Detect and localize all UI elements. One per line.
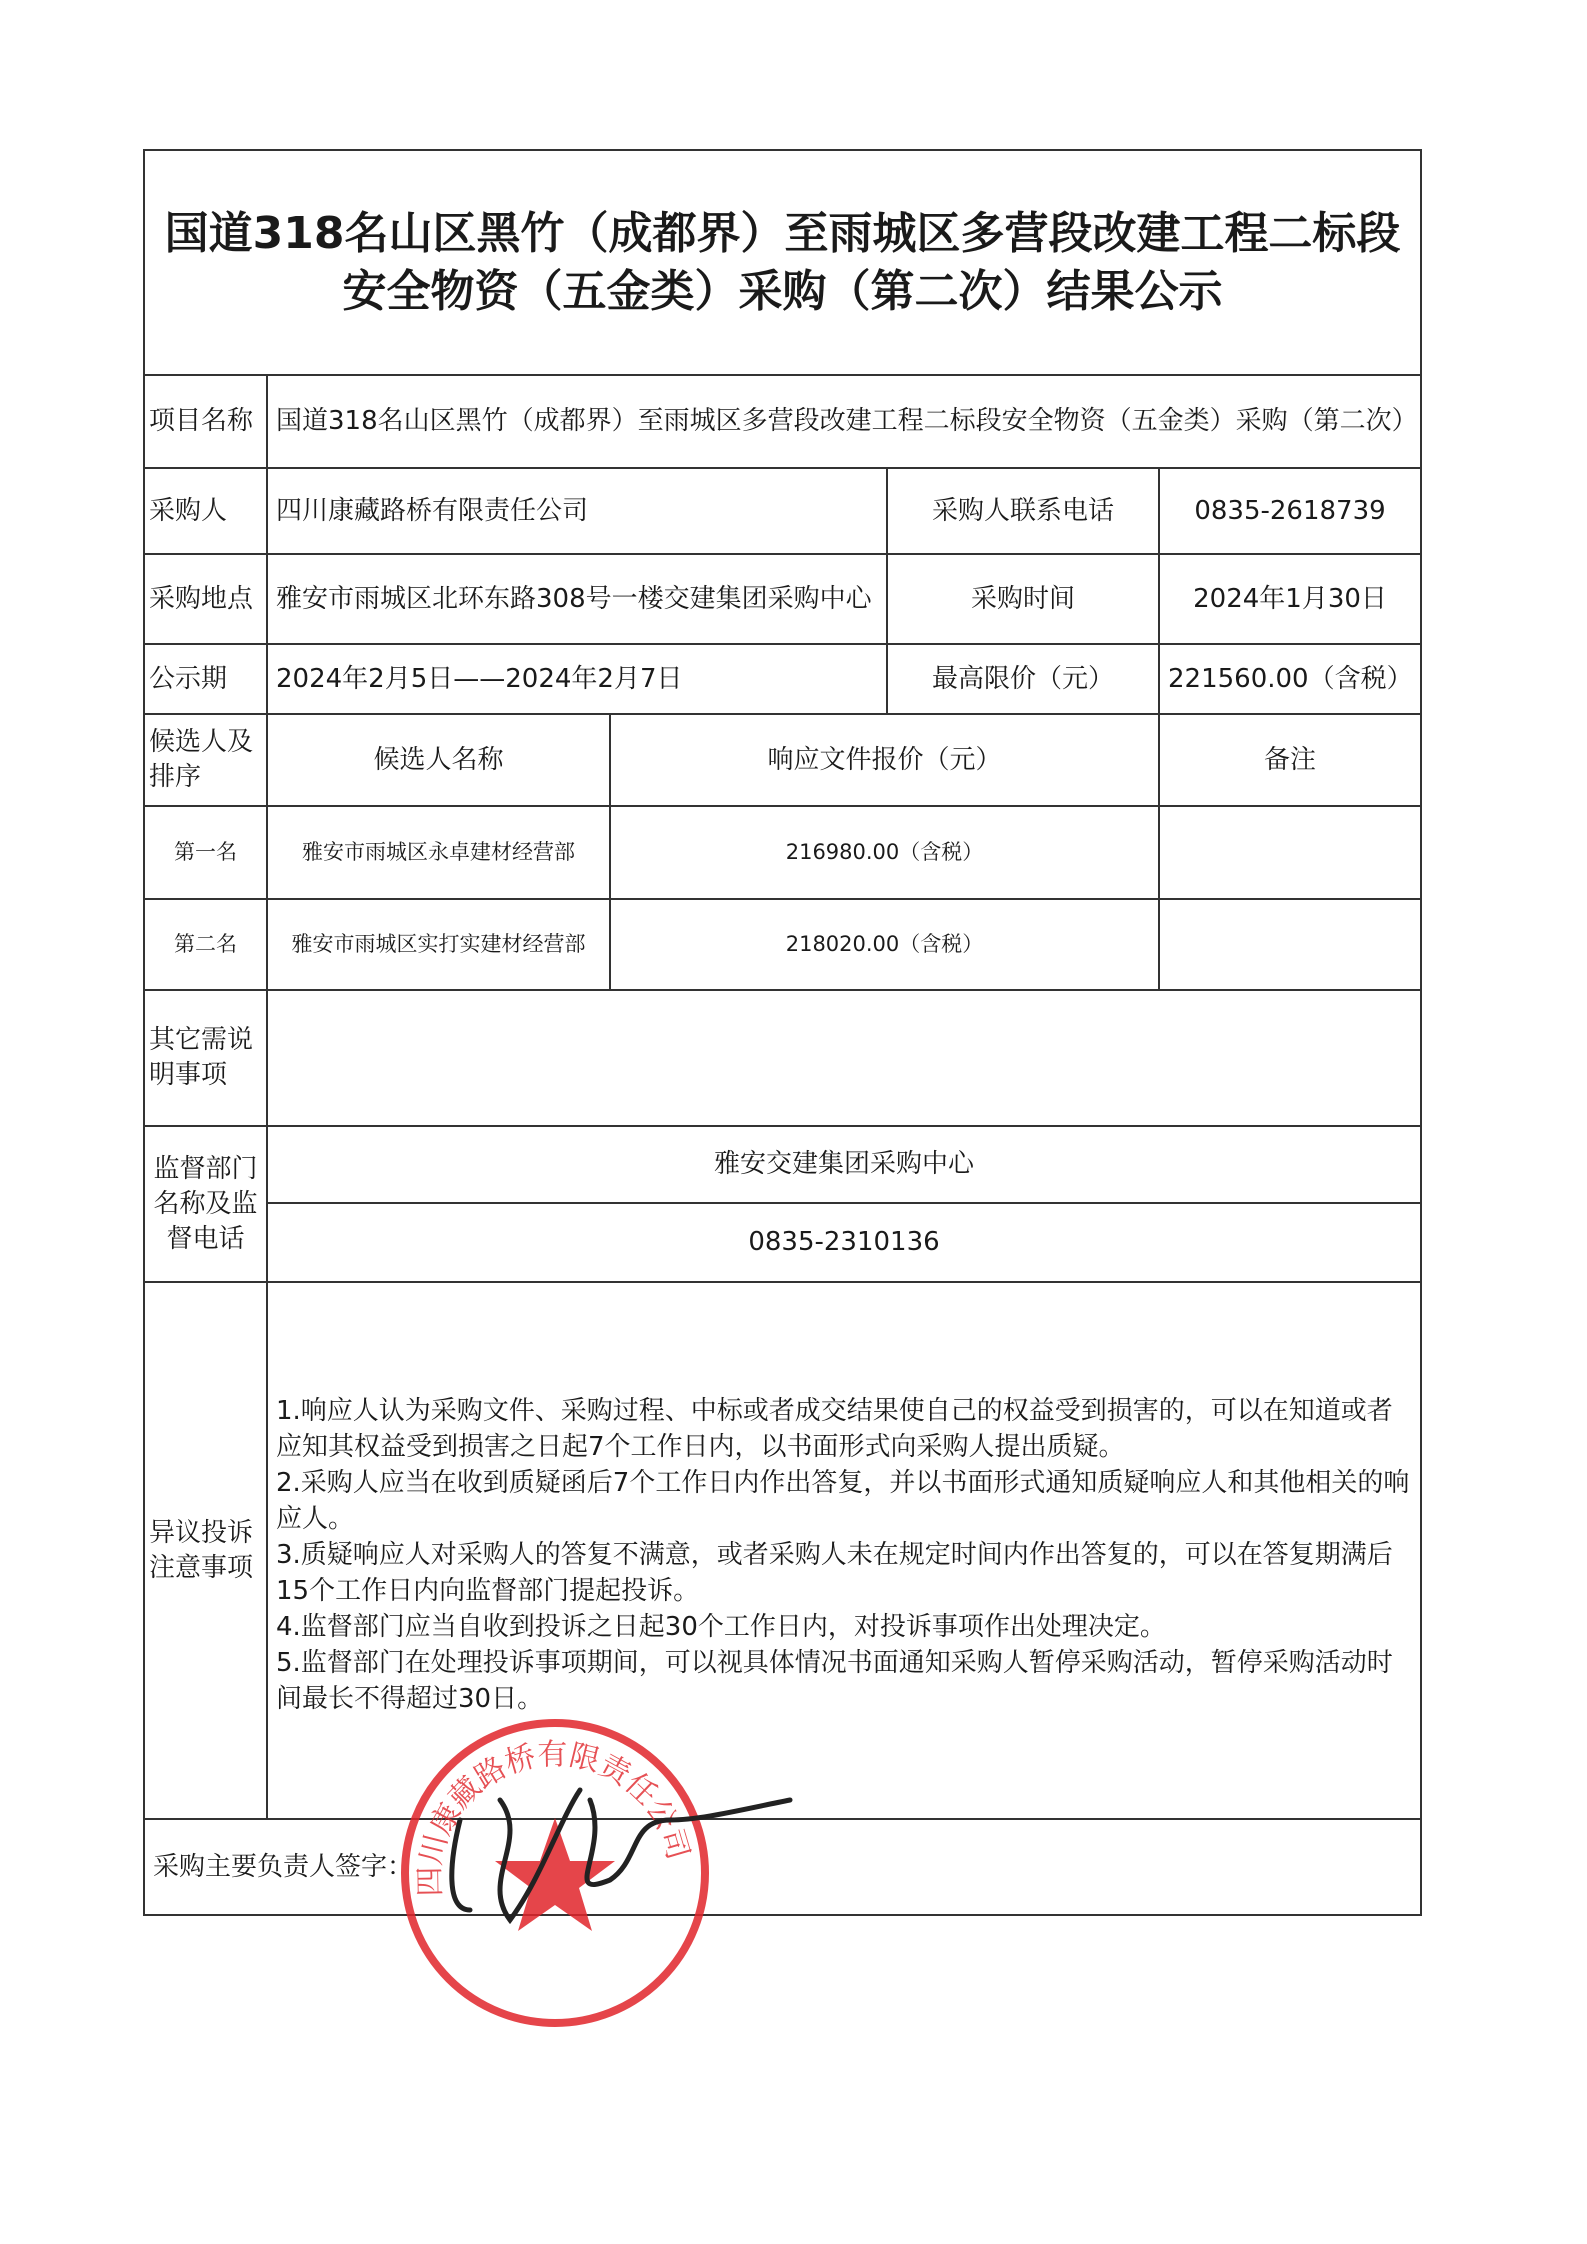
candidate-row (144, 806, 1421, 899)
candidate-row (144, 899, 1421, 990)
purchaser-phone: 0835-2618739 (1159, 468, 1421, 554)
time-value: 2024年1月30日 (1159, 554, 1421, 644)
notice-period-value: 2024年2月5日——2024年2月7日 (267, 644, 887, 714)
page-title: 国道318名山区黑竹（成都界）至雨城区多营段改建工程二标段安全物资（五金类）采购（第二次）结果公示 (144, 150, 1421, 375)
supervision-name: 雅安交建集团采购中心 (267, 1126, 1421, 1203)
candidate-name: 雅安市雨城区实打实建材经营部 (267, 899, 610, 990)
candidate-remark (1159, 806, 1421, 899)
time-label: 采购时间 (887, 554, 1159, 644)
objection-item: 3.质疑响应人对采购人的答复不满意，或者采购人未在规定时间内作出答复的，可以在答复期满后15个工作日内向监督部门提起投诉。 (276, 1540, 1393, 1606)
other-label: 其它需说明事项 (144, 990, 267, 1126)
header-candidate-name: 候选人名称 (267, 714, 610, 806)
header-remark: 备注 (1159, 714, 1421, 806)
objection-item: 4.监督部门应当自收到投诉之日起30个工作日内，对投诉事项作出处理决定。 (276, 1612, 1166, 1642)
candidates-label: 候选人及排序 (144, 714, 267, 806)
objection-item: 2.采购人应当在收到质疑函后7个工作日内作出答复，并以书面形式通知质疑响应人和其他相关的响应人。 (276, 1468, 1410, 1534)
supervision-phone: 0835-2310136 (267, 1203, 1421, 1282)
location-label: 采购地点 (144, 554, 267, 644)
location-value: 雅安市雨城区北环东路308号一楼交建集团采购中心 (267, 554, 887, 644)
notice-period-label: 公示期 (144, 644, 267, 714)
purchaser-value: 四川康藏路桥有限责任公司 (267, 468, 887, 554)
signature-label: 采购主要负责人签字： (144, 1819, 1421, 1915)
other-value (267, 990, 1421, 1126)
candidate-remark (1159, 899, 1421, 990)
max-price-value: 221560.00（含税） (1159, 644, 1421, 714)
candidate-rank: 第二名 (144, 899, 267, 990)
purchaser-label: 采购人 (144, 468, 267, 554)
purchaser-phone-label: 采购人联系电话 (887, 468, 1159, 554)
project-label: 项目名称 (144, 375, 267, 468)
objection-item: 5.监督部门在处理投诉事项期间，可以视具体情况书面通知采购人暂停采购活动，暂停采购活动时间最长不得超过30日。 (276, 1648, 1393, 1714)
supervision-label: 监督部门名称及监督电话 (144, 1126, 267, 1282)
candidate-price: 216980.00（含税） (610, 806, 1159, 899)
result-notice-table (143, 149, 1422, 1916)
project-value: 国道318名山区黑竹（成都界）至雨城区多营段改建工程二标段安全物资（五金类）采购（第二次） (267, 375, 1421, 468)
max-price-label: 最高限价（元） (887, 644, 1159, 714)
candidate-price: 218020.00（含税） (610, 899, 1159, 990)
candidate-name: 雅安市雨城区永卓建材经营部 (267, 806, 610, 899)
seal-text: 四川康藏路桥有限责任公司 (412, 1737, 696, 1897)
header-price: 响应文件报价（元） (610, 714, 1159, 806)
candidate-rank: 第一名 (144, 806, 267, 899)
objection-label: 异议投诉注意事项 (144, 1282, 267, 1819)
objection-item: 1.响应人认为采购文件、采购过程、中标或者成交结果使自己的权益受到损害的，可以在知道或者应知其权益受到损害之日起7个工作日内，以书面形式向采购人提出质疑。 (276, 1396, 1393, 1462)
objection-items (267, 1282, 1421, 1819)
